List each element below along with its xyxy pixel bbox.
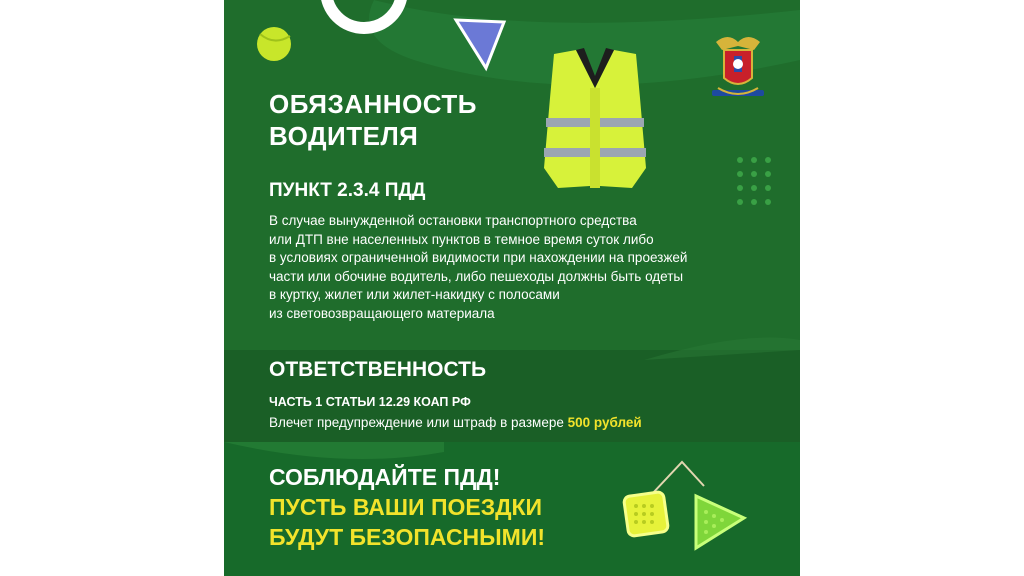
ball-shape	[257, 27, 291, 61]
penalty-amount: 500 рублей	[567, 415, 642, 430]
rule-heading: ПУНКТ 2.3.4 ПДД	[269, 180, 426, 201]
paragraph-line: из световозвращающего материала	[269, 305, 495, 321]
page-title	[269, 88, 477, 152]
article-heading: ЧАСТЬ 1 СТАТЬИ 12.29 КОАП РФ	[269, 395, 471, 409]
penalty-label: Влечет предупреждение или штраф в размере	[269, 415, 568, 430]
rule-paragraph	[269, 212, 739, 323]
paragraph-line: В случае вынужденной остановки транспортного средства	[269, 213, 637, 228]
title-line-1: ОБЯЗАННОСТЬ	[269, 89, 477, 119]
cta-line-3: БУДУТ БЕЗОПАСНЫМИ!	[269, 524, 546, 550]
reflector-keychains-icon	[612, 456, 762, 566]
paragraph-line: в условиях ограниченной видимости при нахождении на проезжей	[269, 250, 688, 265]
paragraph-line: части или обочине водитель, либо пешеходы должны быть одеты	[269, 268, 684, 284]
paragraph-line: или ДТП вне населенных пунктов в темное время суток либо	[269, 231, 654, 247]
dots-pattern	[737, 157, 771, 205]
title-line-2: ВОДИТЕЛЯ	[269, 121, 419, 151]
police-emblem-icon	[708, 28, 768, 108]
penalty-text	[269, 415, 642, 430]
paragraph-line: в куртку, жилет или жилет-накидку с полосами	[269, 287, 560, 302]
safety-vest-icon	[536, 48, 654, 190]
cta-line-1: СОБЛЮДАЙТЕ ПДД!	[269, 464, 501, 490]
cta-line-2: ПУСТЬ ВАШИ ПОЕЗДКИ	[269, 494, 543, 520]
responsibility-heading: ОТВЕТСТВЕННОСТЬ	[269, 358, 487, 381]
call-to-action	[269, 462, 545, 552]
poster	[224, 0, 800, 576]
